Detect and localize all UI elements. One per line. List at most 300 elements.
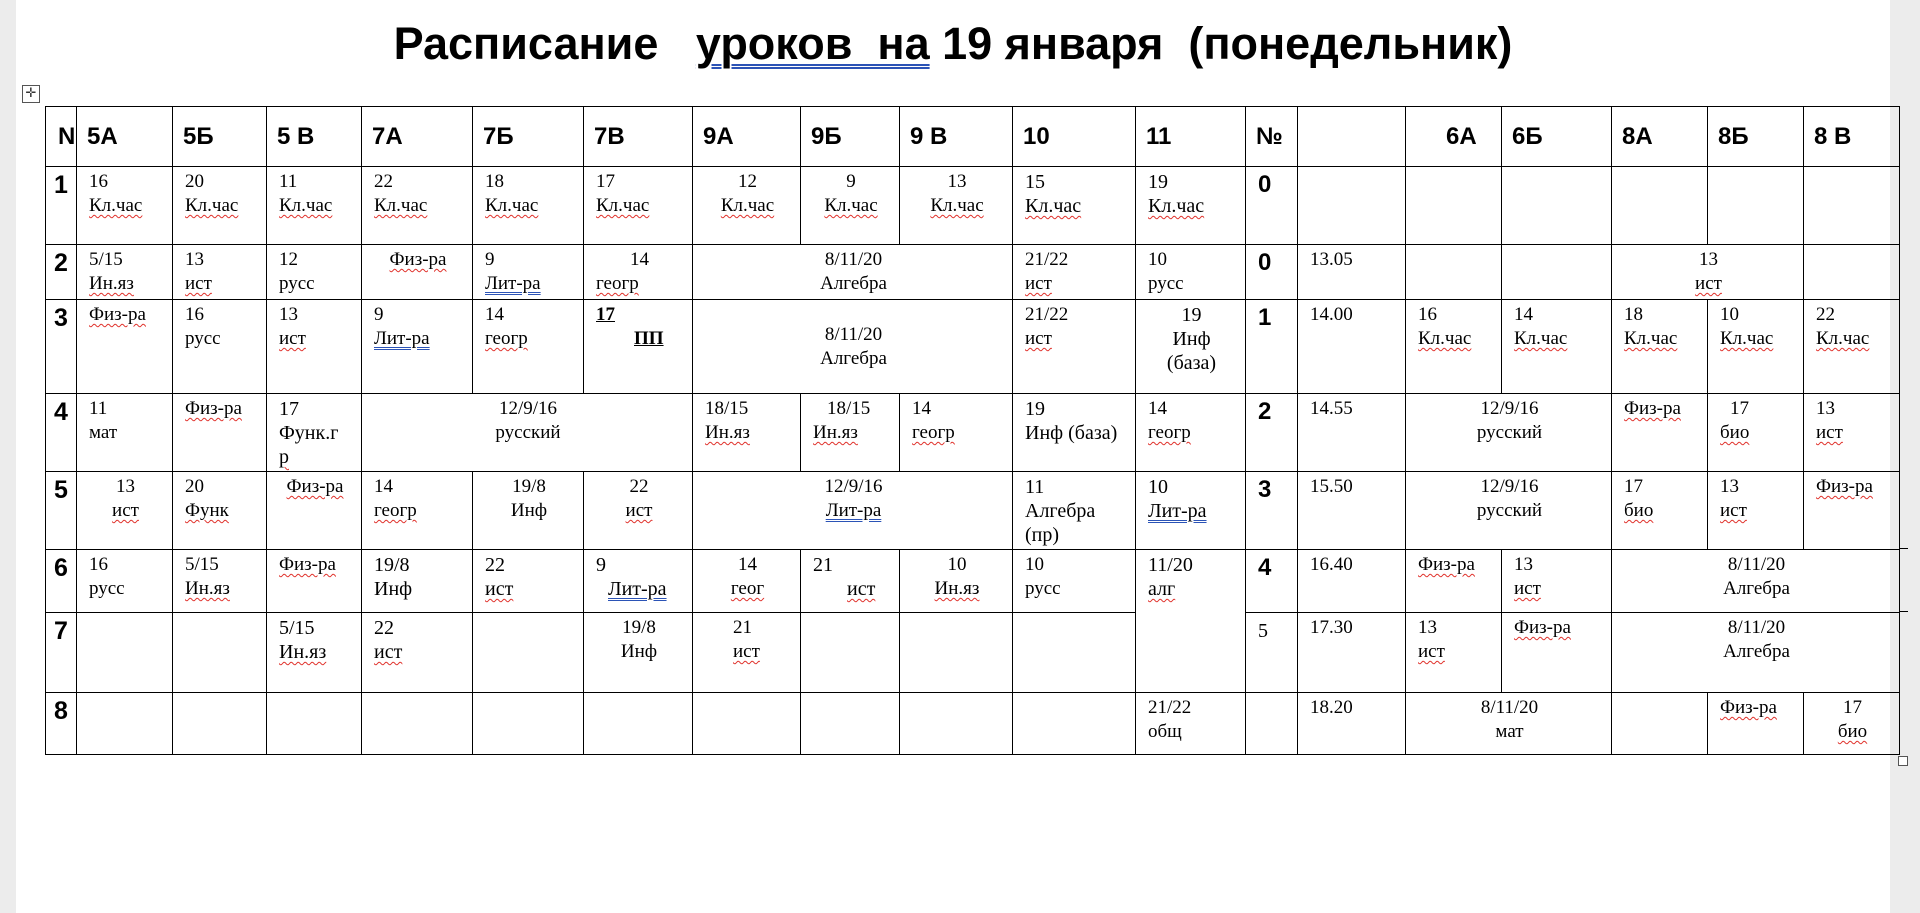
lesson-number: 5 [46,472,77,550]
subject-note: (пр) [1025,524,1060,546]
schedule-cell-merged[interactable] [1612,550,1900,613]
lesson-row-4 [46,394,1900,472]
subject: русский [495,422,561,443]
subject: ист [1025,273,1052,294]
schedule-cell[interactable] [362,167,473,245]
schedule-cell[interactable] [473,550,584,613]
schedule-cell-merged[interactable] [1406,394,1612,472]
schedule-cell-merged[interactable] [1136,550,1246,693]
room-number: 22 [374,617,394,639]
subject: Физ-ра [1624,398,1681,419]
subject: Лит-ра [374,328,430,349]
room-number: 19 [1148,171,1168,193]
room-number: 22 [629,476,649,497]
schedule-cell[interactable] [267,394,362,472]
schedule-cell[interactable] [693,167,801,245]
room-number: 11 [279,171,298,192]
room-number: 19/8 [374,554,410,576]
schedule-cell[interactable] [1612,472,1708,550]
schedule-cell[interactable] [267,300,362,394]
subject: ист [1695,273,1722,294]
schedule-cell[interactable] [1013,472,1136,550]
schedule-cell[interactable] [473,300,584,394]
lesson-number: 7 [46,613,77,693]
schedule-cell[interactable] [801,550,900,613]
room-number: 8/11/20 [824,324,883,345]
room-number: 11/20 [1148,554,1193,576]
subject: мат [1495,721,1524,742]
schedule-cell[interactable] [1246,693,1298,755]
header-cell: 9А [693,107,801,167]
room-number: 9 [596,554,606,576]
subject-note: р [279,446,289,468]
header-cell: 7А [362,107,473,167]
subject: ист [185,273,212,294]
schedule-cell[interactable] [173,394,267,472]
room-number: 14 [1514,304,1533,325]
schedule-cell[interactable] [1406,613,1502,693]
subject: Кл.час [824,195,878,216]
schedule-cell[interactable] [77,693,173,755]
schedule-cell[interactable] [77,550,173,613]
schedule-cell[interactable] [1136,693,1246,755]
schedule-cell[interactable] [1013,394,1136,472]
room-number: 14 [374,476,393,497]
room-number: 11 [1025,476,1045,498]
schedule-cell[interactable] [1013,167,1136,245]
room-number: 16 [185,304,204,325]
room-number: 11 [89,398,108,419]
room-number: 19/8 [622,617,656,638]
subject: Кл.час [1816,328,1870,349]
subject: геогр [912,422,955,443]
header-cell: № [1246,107,1298,167]
schedule-cell[interactable] [173,472,267,550]
subject: Инф (база) [1025,422,1118,444]
schedule-cell[interactable] [173,300,267,394]
schedule-cell[interactable] [1502,550,1612,613]
schedule-cell[interactable] [1708,394,1804,472]
schedule-cell[interactable] [900,693,1013,755]
room-number: 17 [1730,398,1749,419]
schedule-cell[interactable] [1804,472,1900,550]
schedule-cell[interactable] [1406,167,1502,245]
room-number: 9 [374,304,384,325]
schedule-cell[interactable] [1013,693,1136,755]
schedule-cell[interactable] [1136,394,1246,472]
subject: Функ.г [279,422,339,444]
header-cell: 9 В [900,107,1013,167]
schedule-cell[interactable] [1708,167,1804,245]
schedule-cell[interactable] [267,245,362,300]
subject: ист [733,641,760,662]
schedule-cell[interactable] [801,167,900,245]
room-number: 15 [1025,171,1045,193]
subject: Кл.час [720,195,775,216]
page-title [16,14,1890,74]
schedule-cell[interactable] [173,167,267,245]
schedule-cell[interactable] [362,300,473,394]
subject: Лит-ра [485,273,541,294]
room-number: 20 [185,476,204,497]
subject-note: (база) [1166,352,1217,374]
room-number: 8/11/20 [1727,554,1786,575]
lesson-row-1 [46,167,1900,245]
period-number: 0 [1246,245,1298,300]
schedule-cell[interactable] [1013,550,1136,613]
schedule-cell-merged[interactable] [693,472,1013,550]
room-number: 12 [738,171,757,192]
schedule-cell[interactable] [1406,300,1502,394]
schedule-cell[interactable] [1804,300,1900,394]
subject: Ин.яз [813,422,858,443]
subject: Алгебра [1723,641,1790,662]
header-cell: 8Б [1708,107,1804,167]
schedule-cell[interactable] [473,167,584,245]
lesson-number: 6 [46,550,77,613]
schedule-cell[interactable] [267,693,362,755]
room-number: 12/9/16 [824,476,883,497]
room-number: 16 [89,554,108,575]
subject: русс [1148,273,1184,294]
room-number: 13 [1720,476,1739,497]
schedule-cell[interactable] [801,394,900,472]
schedule-cell[interactable] [173,550,267,613]
subject: Физ-ра [89,304,146,325]
time-cell[interactable]: 16.40 [1298,550,1406,613]
subject: Кл.час [89,195,143,216]
subject: Кл.час [185,195,239,216]
schedule-cell[interactable] [584,693,693,755]
room-number: 13 [1699,249,1718,270]
subject: Инф [510,500,548,521]
subject: ист [1025,328,1052,349]
room-number: 12/9/16 [1480,476,1539,497]
room-number: 5/15 [279,617,315,639]
schedule-cell[interactable] [1136,472,1246,550]
schedule-cell[interactable] [1612,394,1708,472]
schedule-cell[interactable] [1612,167,1708,245]
subject: русский [1476,422,1543,443]
schedule-cell[interactable] [1502,300,1612,394]
schedule-cell[interactable] [1804,245,1900,300]
schedule-cell[interactable] [1502,613,1612,693]
subject: геогр [1148,422,1191,443]
title-part-1: Расписание [393,18,696,69]
schedule-cell[interactable] [1708,693,1804,755]
lesson-number: 4 [46,394,77,472]
schedule-cell[interactable] [584,550,693,613]
room-number: 16 [89,171,108,192]
subject: общ [1148,721,1182,742]
schedule-cell[interactable] [584,300,693,394]
subject: русс [279,273,315,294]
room-number: 17 [596,304,615,325]
subject: ист [485,578,514,600]
lesson-number: 1 [46,167,77,245]
schedule-cell[interactable] [1612,693,1708,755]
subject: Ин.яз [279,641,327,663]
header-cell: 8А [1612,107,1708,167]
lesson-number: 3 [46,300,77,394]
subject: Ин.яз [89,273,134,294]
schedule-cell[interactable] [77,394,173,472]
room-number: 19 [1025,398,1045,420]
header-cell: 7В [584,107,693,167]
subject: Алгебра [1025,500,1096,522]
subject: Кл.час [596,195,650,216]
room-number: 10 [1148,476,1168,498]
subject: русс [1025,578,1061,599]
room-number: 13 [1816,398,1835,419]
schedule-cell[interactable] [77,613,173,693]
subject: Инф [620,641,658,662]
subject: био [1720,422,1750,443]
room-number: 22 [485,554,505,576]
room-number: 17 [1624,476,1643,497]
period-number: 2 [1246,394,1298,472]
schedule-cell[interactable] [473,245,584,300]
schedule-cell[interactable] [1804,167,1900,245]
schedule-cell[interactable] [1013,300,1136,394]
room-number: 9 [485,249,495,270]
room-number: 12/9/16 [498,398,558,419]
subject: Ин.яз [185,578,230,599]
time-cell[interactable]: 17.30 [1298,613,1406,693]
schedule-cell[interactable] [900,550,1013,613]
table-border-extension [1899,548,1908,549]
subject: Физ-ра [279,554,336,575]
room-number: 21/22 [1025,304,1069,325]
schedule-cell[interactable] [267,550,362,613]
lesson-number: 2 [46,245,77,300]
room-number: 5/15 [89,249,123,270]
room-number: 18/15 [705,398,749,419]
room-number: 21 [813,554,833,576]
room-number: 17 [279,398,299,420]
room-number: 13 [1514,554,1533,575]
subject: русский [1476,500,1543,521]
lesson-row-8 [46,693,1900,755]
schedule-cell[interactable] [362,693,473,755]
schedule-cell[interactable] [362,550,473,613]
schedule-cell[interactable] [1136,245,1246,300]
schedule-cell[interactable] [362,245,473,300]
room-number: 20 [185,171,204,192]
schedule-cell-merged[interactable] [1612,245,1804,300]
schedule-cell[interactable] [1298,167,1406,245]
time-cell[interactable]: 18.20 [1298,693,1406,755]
time-cell[interactable]: 13.05 [1298,245,1406,300]
subject: Алгебра [820,273,887,294]
time-cell[interactable]: 14.55 [1298,394,1406,472]
subject: Физ-ра [1514,617,1571,638]
schedule-cell[interactable] [173,245,267,300]
schedule-cell[interactable] [173,613,267,693]
schedule-cell[interactable] [693,394,801,472]
schedule-cell[interactable] [1013,245,1136,300]
title-part-3: 19 января (понедельник) [929,18,1513,69]
schedule-cell[interactable] [173,693,267,755]
subject: Лит-ра [1148,500,1207,522]
schedule-cell[interactable] [77,300,173,394]
schedule-cell[interactable] [1013,613,1136,693]
schedule-cell[interactable] [267,167,362,245]
table-resize-handle[interactable] [1898,756,1908,766]
lesson-number: 8 [46,693,77,755]
schedule-cell-merged[interactable] [693,300,1013,394]
schedule-cell[interactable] [362,613,473,693]
subject: Ин.яз [934,578,980,599]
schedule-cell-merged[interactable] [1612,613,1900,693]
room-number: 8/11/20 [1727,617,1786,638]
schedule-cell[interactable] [584,613,693,693]
schedule-cell[interactable] [1804,394,1900,472]
room-number: 21/22 [1025,249,1069,270]
subject: био [1837,721,1868,742]
room-number: 17 [596,171,615,192]
schedule-cell[interactable] [1136,167,1246,245]
subject: ист [1514,578,1541,599]
room-number: 5/15 [185,554,219,575]
schedule-cell[interactable] [693,693,801,755]
subject: Ин.яз [705,422,750,443]
period-number: 1 [1246,300,1298,394]
subject: геогр [596,273,639,294]
schedule-cell-merged[interactable] [1406,693,1612,755]
schedule-cell-merged[interactable] [693,245,1013,300]
room-number: 13 [947,171,967,192]
table-move-handle-icon[interactable]: ✛ [22,85,40,103]
schedule-cell[interactable] [1136,300,1246,394]
subject: Физ-ра [185,398,242,419]
subject: Алгебра [1723,578,1790,599]
schedule-cell[interactable] [584,245,693,300]
subject: ист [112,500,139,521]
schedule-cell[interactable] [1804,693,1900,755]
schedule-cell[interactable] [1708,472,1804,550]
schedule-cell[interactable] [1612,300,1708,394]
subject: Кл.час [1624,328,1678,349]
schedule-cell[interactable] [801,693,900,755]
schedule-cell[interactable] [1502,167,1612,245]
lesson-row-6 [46,550,1900,613]
schedule-cell[interactable] [1406,550,1502,613]
room-number: 18 [485,171,504,192]
schedule-cell[interactable] [693,613,801,693]
room-number: 19/8 [512,476,546,497]
subject: Инф [1172,328,1211,350]
schedule-cell[interactable] [362,472,473,550]
schedule-cell[interactable] [473,693,584,755]
schedule-cell[interactable] [1406,245,1502,300]
schedule-cell[interactable] [77,472,173,550]
room-number: 18/15 [827,398,871,419]
subject: ПП [634,328,664,349]
room-number: 8/11/20 [1480,697,1539,718]
room-number: 9 [846,171,856,192]
subject: мат [89,422,118,443]
subject: Кл.час [1025,195,1082,217]
schedule-cell[interactable] [267,472,362,550]
period-number: 4 [1246,550,1298,613]
time-cell[interactable]: 15.50 [1298,472,1406,550]
schedule-cell[interactable] [267,613,362,693]
room-number: 21 [733,617,752,638]
schedule-cell[interactable] [473,472,584,550]
schedule-cell[interactable] [900,394,1013,472]
header-cell: 7Б [473,107,584,167]
room-number: 13 [116,476,135,497]
title-part-2: уроков на [695,18,930,69]
subject: геогр [485,328,528,349]
lesson-row-7 [46,613,1900,693]
header-cell: 6А [1406,107,1502,167]
schedule-cell[interactable] [584,167,693,245]
table-border-extension [1899,611,1908,612]
time-cell[interactable]: 14.00 [1298,300,1406,394]
schedule-cell-merged[interactable] [1406,472,1612,550]
room-number: 18 [1624,304,1643,325]
header-cell: 5А [77,107,173,167]
subject: Физ-ра [389,249,447,270]
subject: Кл.час [1720,328,1774,349]
subject: Кл.час [1148,195,1205,217]
subject: ист [1418,641,1445,662]
subject: Лит-ра [825,500,882,521]
schedule-cell[interactable] [900,613,1013,693]
subject: геогр [374,500,417,521]
subject: ист [279,328,306,349]
schedule-cell[interactable] [473,613,584,693]
schedule-cell[interactable] [1502,245,1612,300]
schedule-cell[interactable] [801,613,900,693]
period-number: 3 [1246,472,1298,550]
subject: био [1624,500,1654,521]
header-cell: 8 В [1804,107,1900,167]
subject: Лит-ра [608,578,667,600]
schedule-cell[interactable] [77,245,173,300]
header-cell: 5 В [267,107,362,167]
room-number: 10 [1025,554,1044,575]
subject: Инф [374,578,413,600]
subject: Кл.час [279,195,333,216]
room-number: 14 [1148,398,1167,419]
subject: Физ-ра [1816,476,1873,497]
subject: Кл.час [374,195,428,216]
room-number: 19 [1181,304,1202,326]
subject: ист [1720,500,1747,521]
subject: алг [1148,578,1176,600]
room-number: 8/11/20 [824,249,883,270]
schedule-cell-merged[interactable] [362,394,693,472]
schedule-cell[interactable] [584,472,693,550]
room-number: 10 [947,554,967,575]
schedule-cell[interactable] [900,167,1013,245]
header-cell: 6Б [1502,107,1612,167]
schedule-cell[interactable] [77,167,173,245]
room-number: 13 [1418,617,1437,638]
subject: Кл.час [1418,328,1472,349]
subject: ист [374,641,403,663]
subject: русс [185,328,221,349]
lesson-row-5 [46,472,1900,550]
schedule-cell[interactable] [1708,300,1804,394]
header-cell: 11 [1136,107,1246,167]
subject: Физ-ра [1720,697,1777,718]
schedule-cell[interactable] [693,550,801,613]
header-cell: 5Б [173,107,267,167]
